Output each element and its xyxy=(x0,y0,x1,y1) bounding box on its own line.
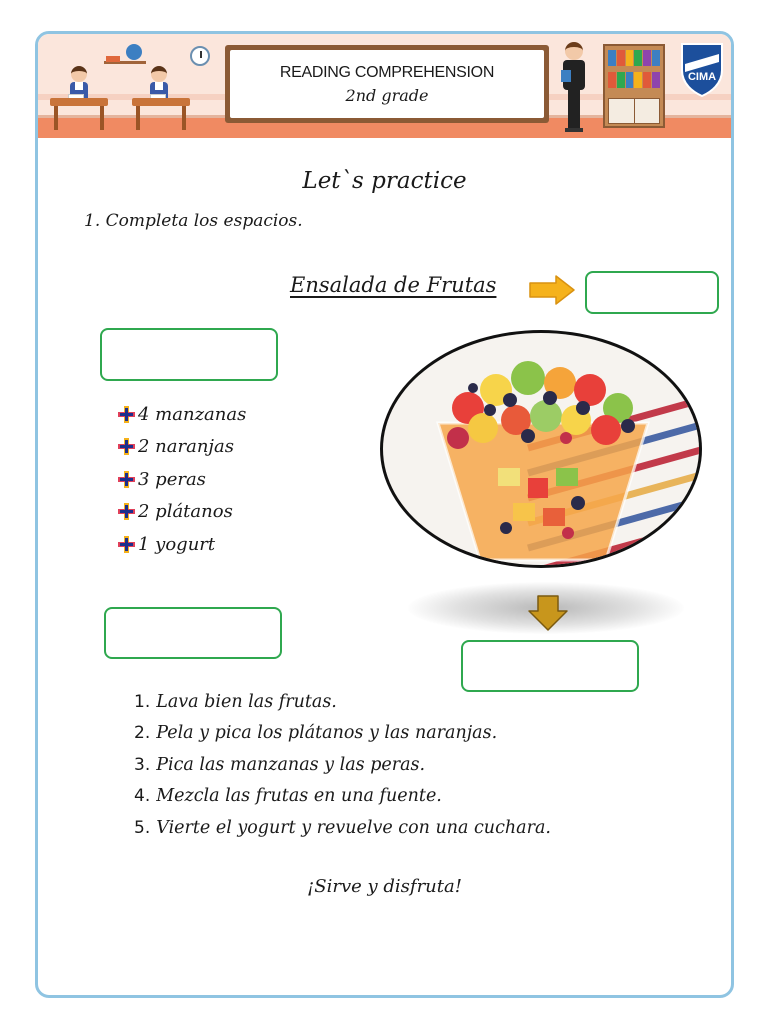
plus-sparkle-icon xyxy=(116,469,137,490)
list-item xyxy=(134,686,551,718)
worksheet-title: READING COMPREHENSION xyxy=(279,63,495,81)
closing-text: ¡Sirve y disfruta! xyxy=(307,876,462,897)
school-desk-left xyxy=(50,98,108,130)
step-text: Pela y pica los plátanos y las naranjas. xyxy=(156,723,498,744)
step-text: Mezcla las frutas en una fuente. xyxy=(156,786,442,807)
list-item xyxy=(134,749,551,781)
clock-icon xyxy=(190,46,210,66)
page-heading: Let`s practice xyxy=(302,168,467,194)
bookcase-illustration xyxy=(603,44,665,128)
grade-label: 2nd grade xyxy=(345,85,429,105)
recipe-title: Ensalada de Frutas xyxy=(290,273,497,297)
answer-box-ingredients[interactable] xyxy=(100,328,278,381)
list-item xyxy=(116,496,246,529)
ingredient-label: 1 yogurt xyxy=(138,533,216,555)
answer-box-result[interactable] xyxy=(461,640,639,692)
step-number: 4. xyxy=(134,786,151,807)
list-item xyxy=(116,398,246,431)
fruit-salad-photo xyxy=(378,328,704,570)
step-text: Vierte el yogurt y revuelve con una cuchara. xyxy=(156,817,551,838)
plus-sparkle-icon xyxy=(116,404,137,425)
step-text: Pica las manzanas y las peras. xyxy=(156,754,426,775)
teacher-illustration xyxy=(559,42,589,134)
list-item xyxy=(134,812,551,844)
school-desk-right xyxy=(132,98,190,130)
title-whiteboard xyxy=(225,45,549,123)
globe-icon xyxy=(126,44,142,60)
plus-sparkle-icon xyxy=(116,534,137,555)
step-number: 5. xyxy=(134,817,151,838)
list-item xyxy=(116,431,246,464)
step-number: 2. xyxy=(134,723,151,744)
school-crest-logo xyxy=(679,40,725,98)
ingredients-list xyxy=(116,398,246,561)
plus-sparkle-icon xyxy=(116,501,137,522)
step-number: 1. xyxy=(134,691,151,712)
instruction-text: 1. Completa los espacios. xyxy=(84,211,303,231)
step-text: Lava bien las frutas. xyxy=(156,691,337,712)
arrow-down-icon xyxy=(527,594,569,632)
list-item xyxy=(134,781,551,813)
ingredient-label: 2 naranjas xyxy=(138,436,234,458)
ingredient-label: 4 manzanas xyxy=(138,403,247,425)
plus-sparkle-icon xyxy=(116,436,137,457)
logo-lettering: CIMA xyxy=(687,71,717,83)
list-item xyxy=(116,463,246,496)
preparation-steps xyxy=(134,686,551,844)
step-number: 3. xyxy=(134,754,151,775)
shelf-books-icon xyxy=(106,56,120,62)
ingredient-label: 3 peras xyxy=(138,468,206,490)
arrow-right-icon xyxy=(528,274,576,306)
answer-box-preparation[interactable] xyxy=(104,607,282,659)
ingredient-label: 2 plátanos xyxy=(138,501,233,523)
list-item xyxy=(134,718,551,750)
worksheet-page xyxy=(35,31,734,998)
list-item xyxy=(116,528,246,561)
header-banner xyxy=(38,34,731,138)
answer-box-title[interactable] xyxy=(585,271,719,314)
